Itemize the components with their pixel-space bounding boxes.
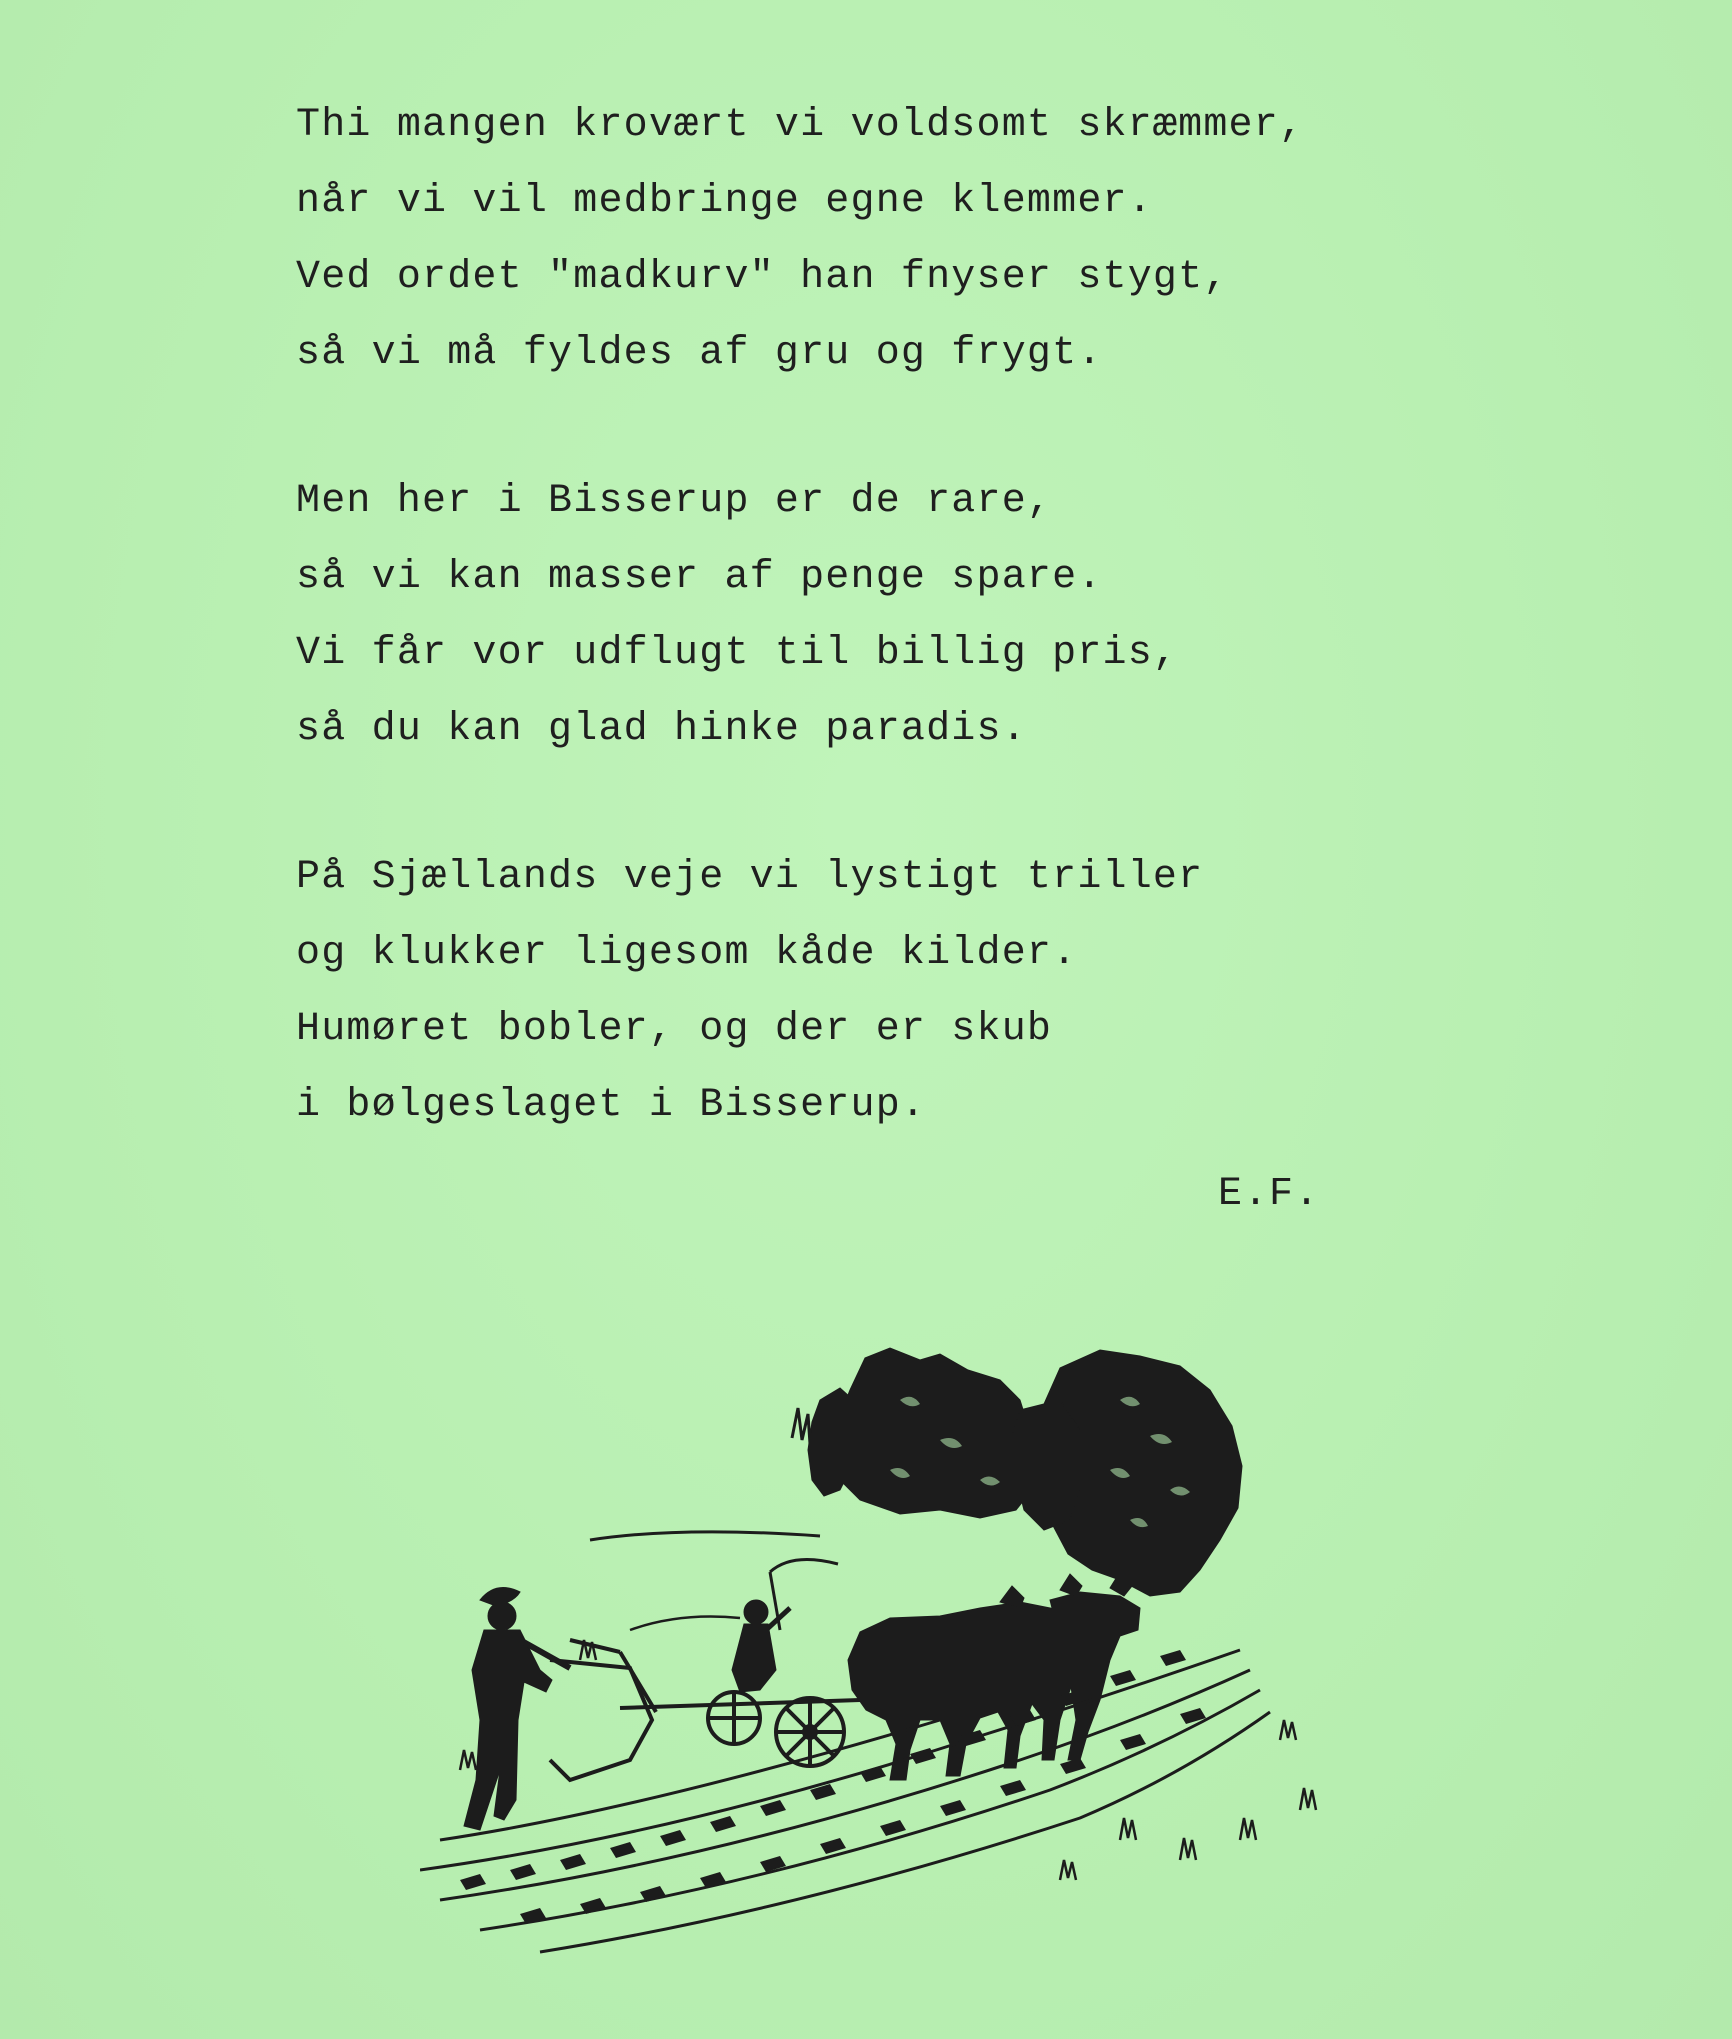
stanza-3 <box>296 840 1396 1144</box>
poem-line: Thi mangen krovært vi voldsomt skræmmer, <box>296 103 1305 148</box>
ploughing-illustration <box>420 1340 1380 1970</box>
distant-line <box>630 1617 740 1631</box>
poem-line: Humøret bobler, og der er skub <box>296 1007 1053 1052</box>
poem-line: så du kan glad hinke paradis. <box>296 707 1027 752</box>
poem-line: så vi kan masser af penge spare. <box>296 555 1103 600</box>
stanza-2 <box>296 464 1396 768</box>
plough-cart <box>550 1640 860 1780</box>
driver-figure <box>732 1600 790 1692</box>
horses <box>848 1572 1140 1780</box>
signature: E.F. <box>1218 1172 1321 1217</box>
trees-left <box>792 1348 1040 1518</box>
horizon-line <box>590 1532 820 1540</box>
ploughman-figure <box>464 1588 570 1831</box>
poem-line: og klukker ligesom kåde kilder. <box>296 931 1078 976</box>
poem-line: Ved ordet "madkurv" han fnyser stygt, <box>296 255 1229 300</box>
poem-line: i bølgeslaget i Bisserup. <box>296 1083 927 1128</box>
whip <box>770 1560 838 1573</box>
poem-line: På Sjællands veje vi lystigt triller <box>296 855 1204 900</box>
poem <box>296 88 1396 1216</box>
poem-line: så vi må fyldes af gru og frygt. <box>296 331 1103 376</box>
stanza-1 <box>296 88 1396 392</box>
poem-line: Men her i Bisserup er de rare, <box>296 479 1053 524</box>
furrows <box>420 1650 1270 1952</box>
poem-line: Vi får vor udflugt til billig pris, <box>296 631 1179 676</box>
poem-line: når vi vil medbringe egne klemmer. <box>296 179 1153 224</box>
